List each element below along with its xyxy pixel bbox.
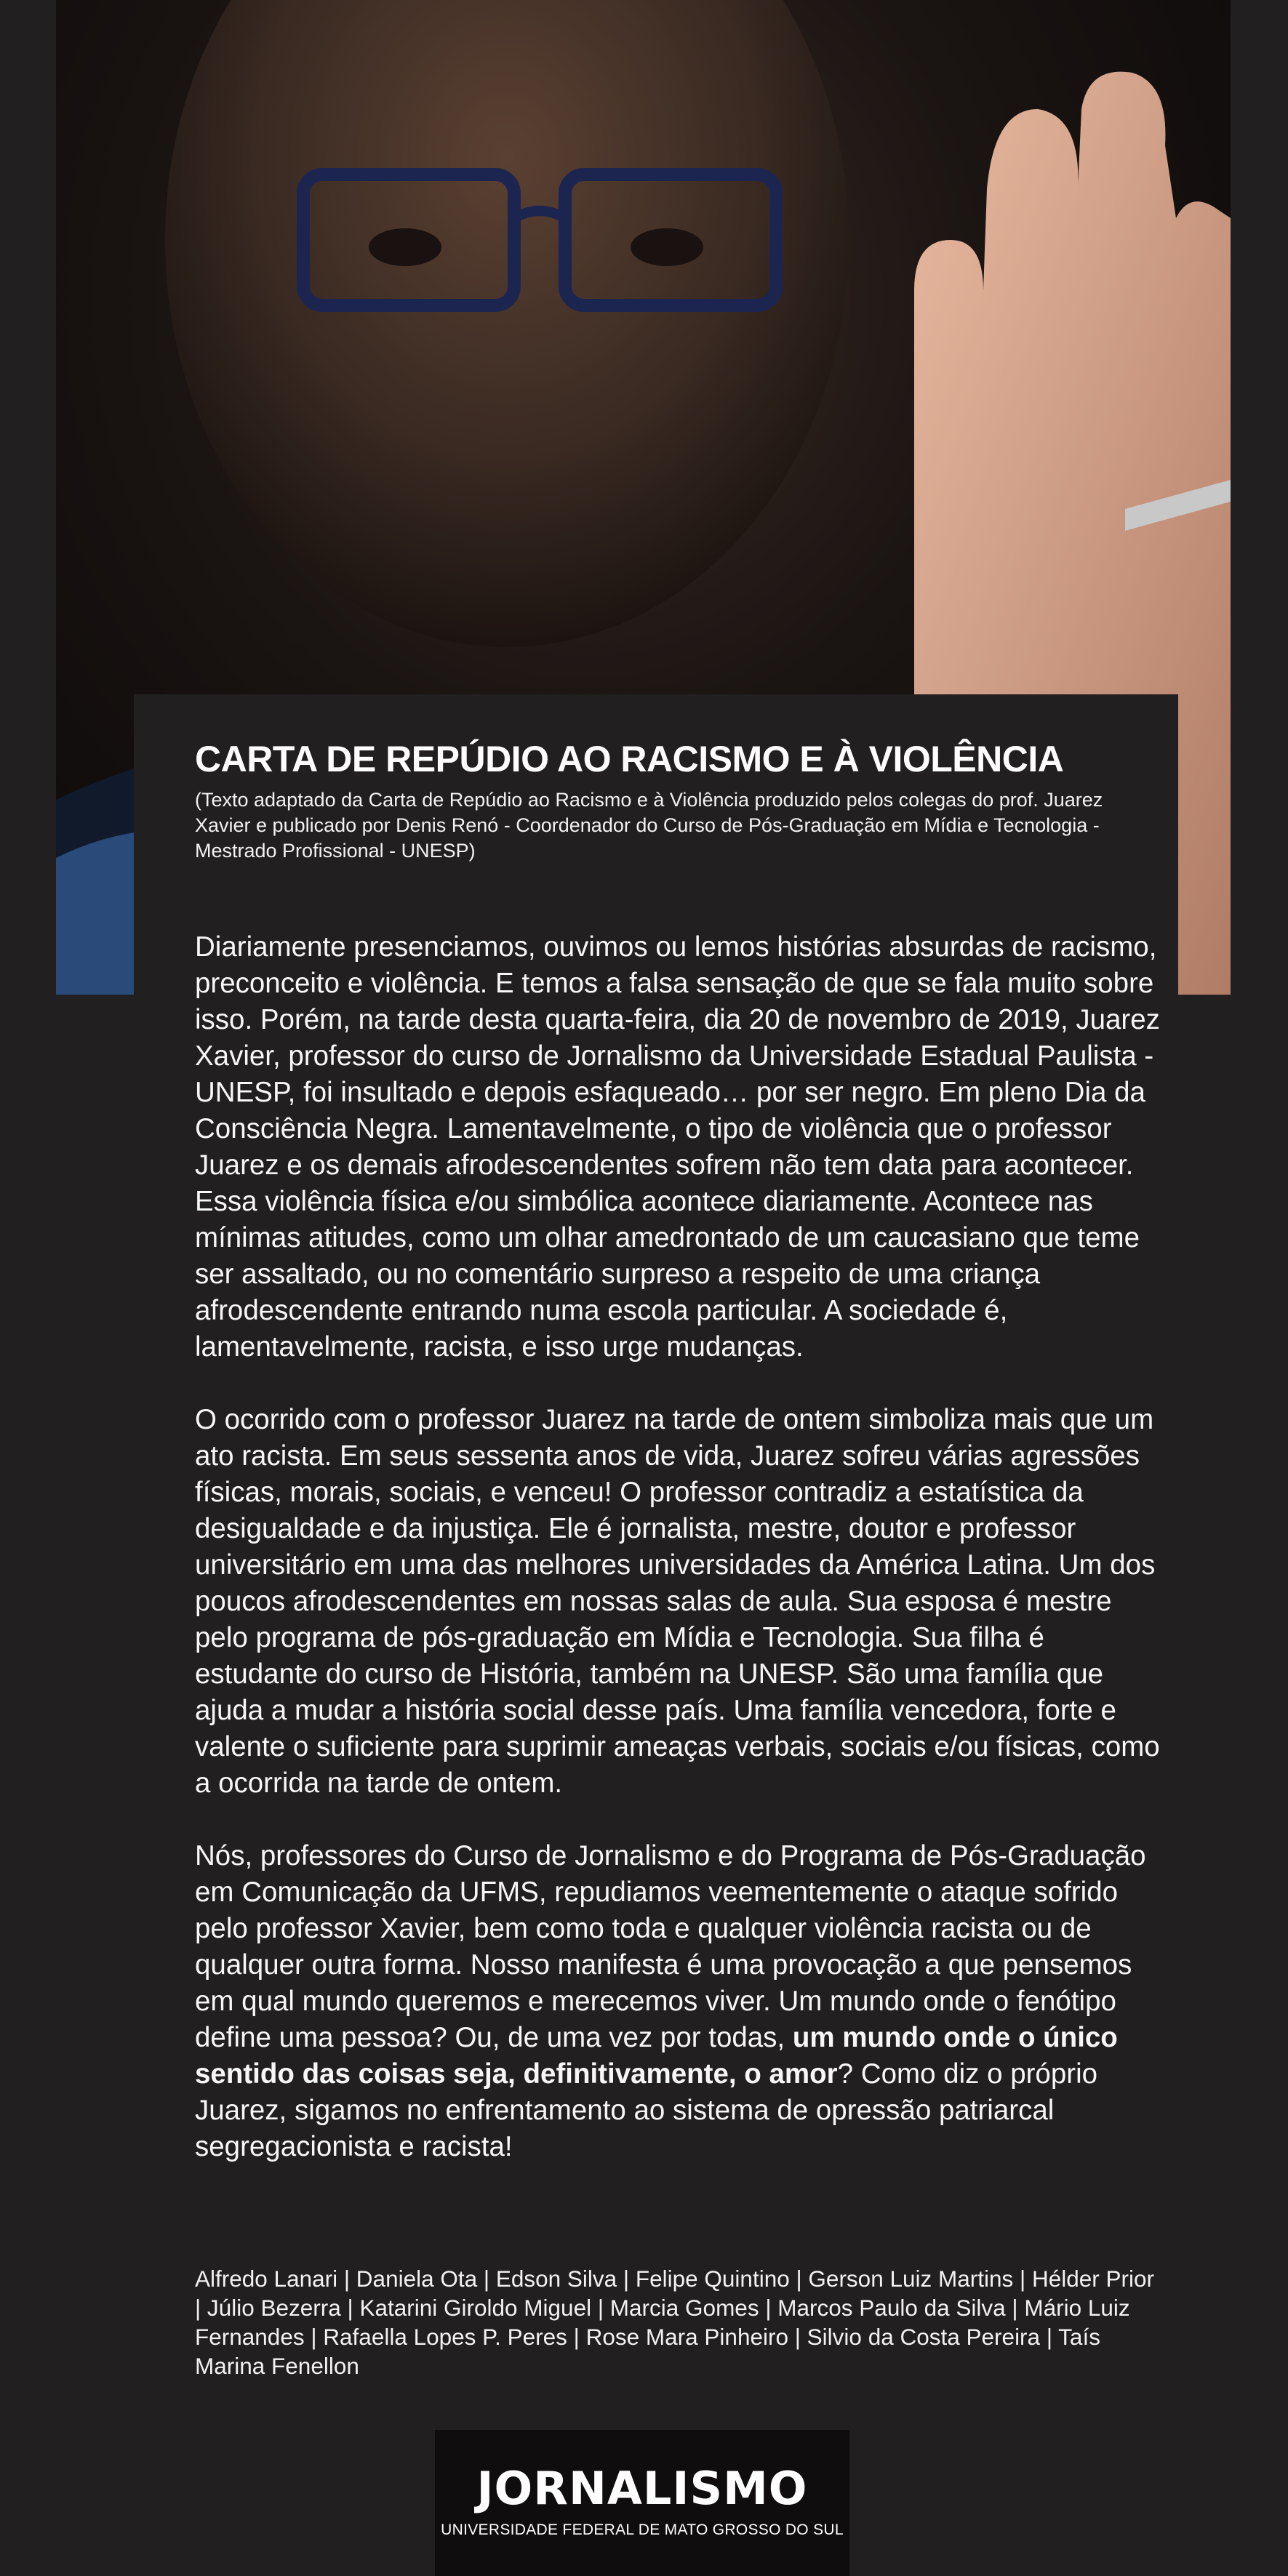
paragraph-3 [195,1838,1162,2165]
paragraph-3-start: Nós, professores do Curso de Jornalismo e do Programa de Pós-Graduação em Comunicação da UFMS, repudiamos veementemente o ataque sofrido pelo professor Xavier, bem como toda e qualquer violência racista ou de qualquer outra forma. Nosso manifesta é uma provocação a que pensemos em qual mundo queremos e merecemos viver. Um mundo onde o fenótipo define uma pessoa? Ou, de uma vez por todas, [195,1840,1146,2053]
logo-wordmark: JORNALISMO [476,2462,808,2515]
article-title: CARTA DE REPÚDIO AO RACISMO E À VIOLÊNCIA [195,739,1064,779]
paragraph-3-emphasis: um mundo onde o único sentido das coisas seja, definitivamente, o amor [195,2022,1118,2090]
paragraph-1: Diariamente presenciamos, ouvimos ou lemos histórias absurdas de racismo, preconceito e violência. E temos a falsa sensação de que se fala muito sobre isso. Porém, na tarde desta quarta-feira, dia 20 de novembro de 2019, Juarez Xavier, professor do curso de Jornalismo da Universidade Estadual Paulista - UNESP, foi insultado e depois esfaqueado… por ser negro. Em pleno Dia da Consciência Negra. Lamentavelmente, o tipo de violência que o professor Juarez e os demais afrodescendentes sofrem não tem data para acontecer. Essa violência física e/ou simbólica acontece diariamente. Acontece nas mínimas atitudes, como um olhar amedrontado de um caucasiano que teme ser assaltado, ou no comentário surpreso a respeito de uma criança afrodescendente entrando numa escola particular. A sociedade é, lamentavelmente, racista, e isso urge mudanças. [195,931,1160,1363]
paragraph-2: O ocorrido com o professor Juarez na tarde de ontem simboliza mais que um ato racista. Em seus sessenta anos de vida, Juarez sofreu várias agressões físicas, morais, sociais, e venceu! O professor contradiz a estatística da desigualdade e da injustiça. Ele é jornalista, mestre, doutor e professor universitário em uma das melhores universidades da América Latina. Um dos poucos afrodescendentes em nossas salas de aula. Sua esposa é mestre pelo programa de pós-graduação em Mídia e Tecnologia. Sua filha é estudante do curso de História, também na UNESP. São uma família que ajuda a mudar a história social desse país. Uma família vencedora, forte e valente o suficiente para suprimir ameaças verbais, sociais e/ou físicas, como a ocorrida na tarde de ontem. [195,1404,1160,1799]
signatories-list: Alfredo Lanari | Daniela Ota | Edson Silva | Felipe Quintino | Gerson Luiz Martins | Hélder Prior | Júlio Bezerra | Katarini Giroldo Miguel | Marcia Gomes | Marcos Paulo da Silva | Mário Luiz Fernandes | Rafaella Lopes P. Peres | Rose Mara Pinheiro | Silvio da Costa Pereira | Taís Marina Fenellon [195,2266,1155,2379]
article-subtitle: (Texto adaptado da Carta de Repúdio ao Racismo e à Violência produzido pelos colegas do prof. Juarez Xavier e publicado por Denis Renó - Coordenador do Curso de Pós-Graduação em Mídia e Tecnologia - Mestrado Profissional - UNESP) [195,789,1103,862]
paragraph-3-end: ? Como diz o próprio Juarez, sigamos no enfrentamento ao sistema de opressão patriarcal segregacionista e racista! [195,2058,1098,2162]
jornalismo-logo [435,2430,849,2576]
logo-institution: UNIVERSIDADE FEDERAL DE MATO GROSSO DO SUL [441,2521,844,2538]
article-body [195,929,1162,2202]
